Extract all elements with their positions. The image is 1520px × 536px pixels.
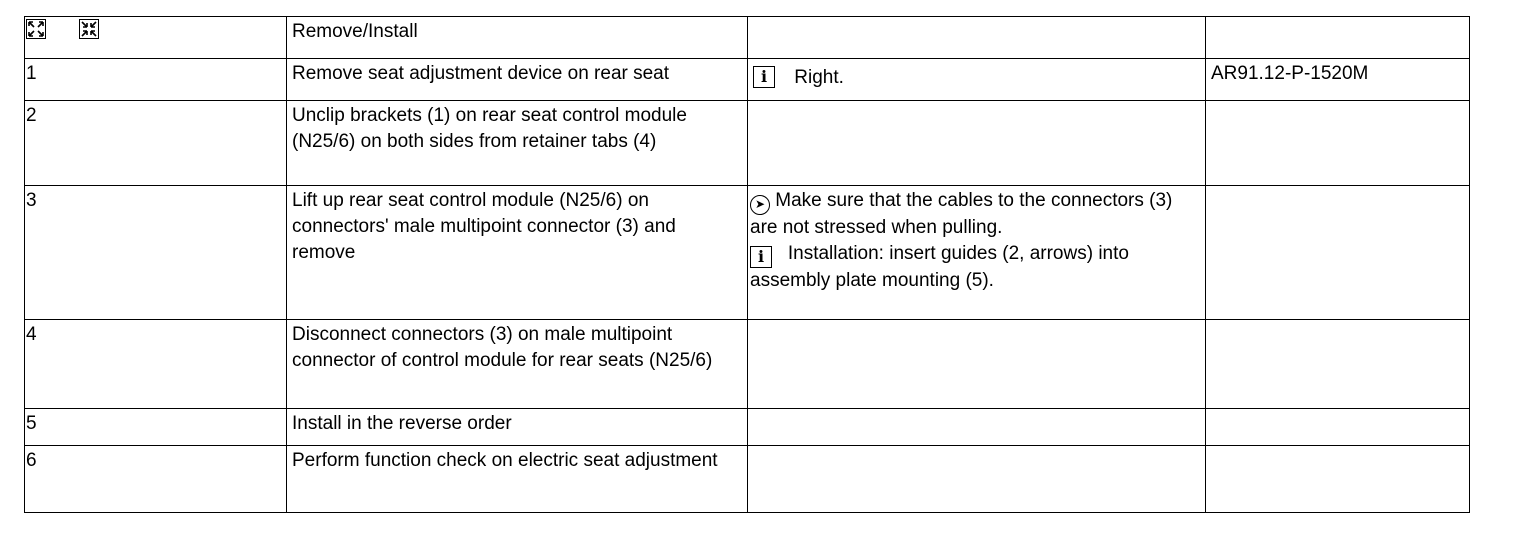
caution-note: Make sure that the cables to the connectors (3) are not stressed when pulling. <box>750 190 1173 238</box>
expand-icon[interactable] <box>26 19 46 39</box>
install-note: insert guides (2, arrows) into assembly plate mounting (5). <box>750 243 1129 291</box>
step-number: 4 <box>25 320 287 409</box>
step-ref <box>1206 101 1470 186</box>
table-row <box>25 186 1470 320</box>
header-row <box>25 17 1470 59</box>
info-icon: i <box>750 246 772 268</box>
step-action: Disconnect connectors (3) on male multipoint connector of control module for rear seats (N25/6) <box>287 320 748 409</box>
step-action: Install in the reverse order <box>287 409 748 446</box>
step-action: Remove seat adjustment device on rear seat <box>287 59 748 101</box>
step-number: 2 <box>25 101 287 186</box>
step-ref <box>1206 446 1470 513</box>
step-ref <box>1206 186 1470 320</box>
step-notes <box>748 409 1206 446</box>
procedure-table <box>24 16 1470 513</box>
info-note: Right. <box>794 67 844 88</box>
step-number: 6 <box>25 446 287 513</box>
table-row <box>25 409 1470 446</box>
table-row <box>25 59 1470 101</box>
header-notes <box>748 17 1206 59</box>
step-notes <box>748 101 1206 186</box>
header-ref <box>1206 17 1470 59</box>
step-action: Unclip brackets (1) on rear seat control module (N25/6) on both sides from retainer tabs (4) <box>287 101 748 186</box>
toggle-cell <box>25 17 287 59</box>
table-row <box>25 320 1470 409</box>
install-label: Installation: <box>787 243 884 264</box>
step-number: 3 <box>25 186 287 320</box>
header-title: Remove/Install <box>287 17 748 59</box>
table-row <box>25 446 1470 513</box>
table-row <box>25 101 1470 186</box>
step-notes <box>748 320 1206 409</box>
step-action: Perform function check on electric seat adjustment <box>287 446 748 513</box>
step-number: 1 <box>25 59 287 101</box>
step-number: 5 <box>25 409 287 446</box>
collapse-icon[interactable] <box>79 19 99 39</box>
step-notes <box>748 59 1206 101</box>
step-notes <box>748 186 1206 320</box>
step-ref <box>1206 409 1470 446</box>
step-notes <box>748 446 1206 513</box>
reference-link[interactable]: AR91.12-P-1520M <box>1206 59 1470 101</box>
step-action: Lift up rear seat control module (N25/6) on connectors' male multipoint connector (3) and remove <box>287 186 748 320</box>
step-ref <box>1206 320 1470 409</box>
caution-icon: ➤ <box>750 195 770 215</box>
info-icon: i <box>753 66 775 88</box>
